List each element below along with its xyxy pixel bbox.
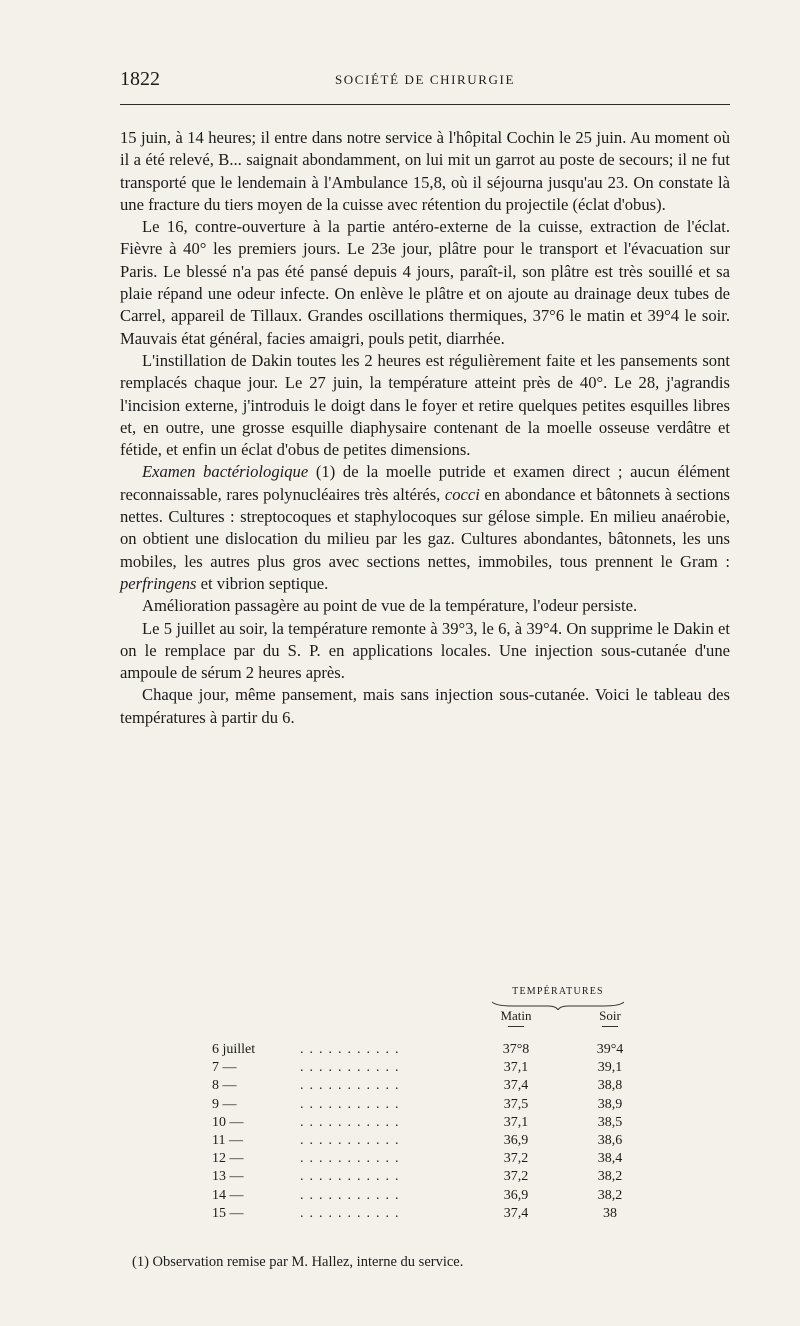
table-row	[120, 1169, 730, 1187]
row-soir-value: 38,9	[597, 1096, 623, 1112]
row-dots: ...........	[300, 1114, 405, 1130]
footnote: (1) Observation remise par M. Hallez, interne du service.	[132, 1254, 464, 1270]
page-number: 1822	[120, 68, 160, 90]
italic-cocci: cocci	[444, 484, 480, 504]
paragraph-text: (1) de la moelle putride et examen direct ; aucun élément reconnaissable, rares polynucléaires très altérés,	[120, 462, 730, 504]
running-head	[120, 58, 730, 94]
row-matin-value: 37°8	[502, 1042, 530, 1057]
row-date: 8 —	[212, 1078, 237, 1094]
table-row	[120, 1060, 730, 1078]
row-dots: ...........	[300, 1187, 405, 1203]
table-row	[120, 1206, 730, 1224]
row-matin-value: 37,2	[503, 1151, 529, 1167]
row-matin-value: 37,1	[503, 1114, 529, 1130]
header-rule	[120, 104, 730, 105]
page	[120, 58, 730, 1270]
column-dash	[508, 1026, 524, 1027]
italic-examen: Examen bactériologique	[142, 462, 309, 482]
row-soir-value: 39,1	[597, 1060, 623, 1076]
row-soir-value: 38,5	[597, 1114, 623, 1130]
row-dots: ...........	[300, 1078, 405, 1094]
table-rows	[120, 1042, 730, 1224]
italic-perfringens: perfringens	[120, 573, 197, 593]
paragraph-bacteriology	[120, 461, 730, 595]
table-row	[120, 1151, 730, 1169]
row-matin-value: 36,9	[503, 1187, 529, 1203]
table-row	[120, 1097, 730, 1115]
row-soir-value: 38	[603, 1205, 617, 1221]
running-title: SOCIÉTÉ DE CHIRURGIE	[334, 72, 516, 87]
body-text	[120, 127, 730, 729]
row-dots: ...........	[300, 1205, 405, 1221]
paragraph: Chaque jour, même pansement, mais sans injection sous-cutanée. Voici le tableau des températures à partir du 6.	[120, 685, 730, 727]
column-dash	[602, 1026, 618, 1027]
table-row	[120, 1188, 730, 1206]
row-matin-value: 37,4	[503, 1205, 529, 1221]
row-date: 14 —	[212, 1187, 244, 1203]
paragraph: 15 juin, à 14 heures; il entre dans notre service à l'hôpital Cochin le 25 juin. Au moment où il a été relevé, B... saignait abondamment, on lui mit un garrot au poste de secours; il ne fut transporté que le lendemain à l'Ambulance 15,8, où il séjourna jusqu'au 23. On constate là une fracture du tiers moyen de la cuisse avec rétention du projectile (éclat d'obus).	[120, 128, 730, 214]
row-soir-value: 38,2	[597, 1187, 623, 1203]
row-date: 10 —	[212, 1114, 244, 1130]
row-soir-value: 38,8	[597, 1078, 623, 1094]
row-dots: ...........	[300, 1042, 405, 1057]
row-dots: ...........	[300, 1096, 405, 1112]
row-dots: ...........	[300, 1169, 405, 1185]
row-dots: ...........	[300, 1060, 405, 1076]
row-date: 12 —	[212, 1151, 244, 1167]
row-date: 9 —	[212, 1096, 237, 1112]
row-dots: ...........	[300, 1132, 405, 1148]
table-row	[120, 1042, 730, 1060]
table-row	[120, 1115, 730, 1133]
row-matin-value: 37,4	[503, 1078, 529, 1094]
paragraph: L'instillation de Dakin toutes les 2 heures est régulièrement faite et les pansements sont remplacés chaque jour. Le 27 juin, la température atteint près de 40°. Le 28, j'agrandis l'incision externe, j'introduis le doigt dans le foyer et retire quelques petites esquilles libres et, en outre, une grosse esquille diaphysaire contenant de la moelle osseuse verdâtre et fétide, et enfin un éclat d'obus de petites dimensions.	[120, 350, 730, 460]
row-matin-value: 37,5	[503, 1096, 529, 1112]
row-soir-value: 38,6	[597, 1132, 623, 1148]
row-date: 7 —	[212, 1060, 237, 1076]
table-row	[120, 1133, 730, 1151]
paragraph: Le 5 juillet au soir, la température remonte à 39°3, le 6, à 39°4. On supprime le Dakin et on le remplace par du S. P. en applications locales. Une injection sous-cutanée d'une ampoule de sérum 2 heures après.	[120, 618, 730, 683]
row-soir-value: 38,2	[597, 1169, 623, 1185]
paragraph-text: et vibrion septique.	[200, 573, 329, 593]
row-matin-value: 37,2	[503, 1169, 529, 1185]
row-date: 15 —	[212, 1205, 244, 1221]
row-soir-value: 38,4	[597, 1151, 623, 1167]
paragraph-text: en abondance et bâtonnets à sections nettes. Cultures : streptocoques et staphylocoques sur gélose simple. En milieu anaérobie, on obtient une dislocation du milieu par les gaz. Cultures abondantes, bâtonnets, les uns mobiles, les autres plus gros avec sections nettes, immobiles, tous prennent le Gram :	[120, 484, 730, 571]
row-dots: ...........	[300, 1151, 405, 1167]
paragraph: Le 16, contre-ouverture à la partie antéro-externe de la cuisse, extraction de l'éclat. Fièvre à 40° les premiers jours. Le 23e jour, plâtre pour le transport et l'évacuation sur Paris. Le blessé n'a pas été pansé depuis 4 jours, paraît-il, son plâtre est très souillé et sa plaie répand une odeur infecte. On enlève le plâtre et on ajoute au drainage deux tubes de Carrel, appareil de Tillaux. Grandes oscillations thermiques, 37°6 le matin et 39°4 le soir. Mauvais état général, facies amaigri, pouls petit, diarrhée.	[120, 217, 730, 348]
row-matin-value: 36,9	[503, 1132, 529, 1148]
column-header-matin: Matin	[500, 1008, 532, 1023]
row-soir-value: 39°4	[596, 1042, 624, 1057]
row-date: 13 —	[212, 1169, 244, 1185]
row-matin-value: 37,1	[503, 1060, 529, 1076]
row-date: 6 juillet	[212, 1042, 256, 1057]
table-title: TEMPÉRATURES	[512, 986, 604, 997]
column-header-soir: Soir	[599, 1008, 621, 1023]
row-date: 11 —	[212, 1132, 243, 1148]
paragraph: Amélioration passagère au point de vue de la température, l'odeur persiste.	[142, 596, 638, 616]
table-row	[120, 1078, 730, 1096]
